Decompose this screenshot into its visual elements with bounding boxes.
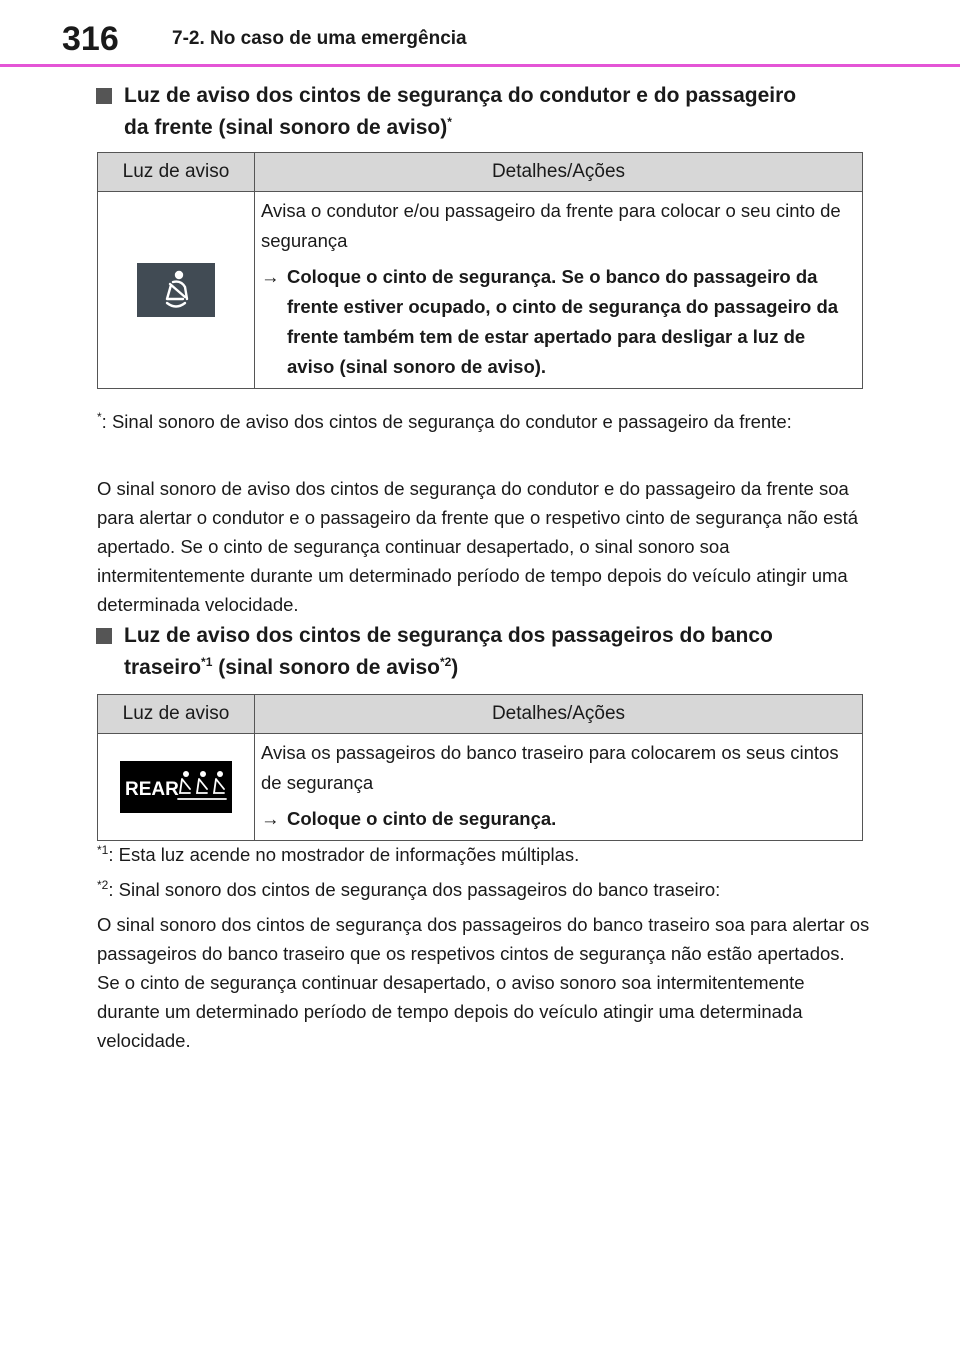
warning-light-cell [98,192,255,389]
column-header-warning-light: Luz de aviso [98,695,255,734]
page-header [0,0,960,66]
bullet-square-icon [96,88,112,104]
section-title-rear-seatbelt [96,620,876,684]
table-header-row [98,153,863,192]
table-row [98,734,863,841]
page-number: 316 [62,20,119,58]
bullet-square-icon [96,628,112,644]
paragraph-rear: O sinal sonoro dos cintos de segurança dos passageiros do banco traseiro soa para alertar os passageiros do banco traseiro que os respetivos cintos de segurança não estão apertados. Se o cinto de segurança continuar desapertado, o aviso sonoro soa intermitentemente durante um determinado período de tempo depois do veículo atingir uma determinada velocidade. [97,914,870,1051]
warning-description: Avisa o condutor e/ou passageiro da frente para colocar o seu cinto de segurança [261,200,841,251]
warning-description: Avisa os passageiros do banco traseiro para colocarem os seus cintos de segurança [261,742,839,793]
details-cell [255,192,863,389]
warning-light-cell [98,734,255,841]
svg-text:REAR: REAR [125,779,179,800]
section-title-front-seatbelt [96,80,876,144]
footnote-rear-2: $^{*2}$: Sinal sonoro dos cintos de segurança dos passageiros do banco traseiro: [97,877,721,900]
footnote-front: *: Sinal sonoro de aviso dos cintos de segurança do condutor e passageiro da frente: [97,409,792,432]
section-title-line2: da frente (sinal sonoro de aviso)* [124,115,452,139]
footnote-rear-1: $^{*1}$: Esta luz acende no mostrador de informações múltiplas. [97,842,580,865]
header-divider [0,64,960,67]
arrow-right-icon: → [261,808,280,829]
paragraph-front: O sinal sonoro de aviso dos cintos de segurança do condutor e do passageiro da frente soa para alertar o condutor e o passageiro da frente que o respetivo cinto de segurança não está apertado. Se o cinto de segurança continuar desapertado, o sinal sonoro soa intermitentemente durante um determinado período de tempo depois do veículo atingir uma determinada velocidade. [97,478,859,615]
table-header-row [98,695,863,734]
seatbelt-warning-icon [137,263,215,317]
column-header-warning-light: Luz de aviso [98,153,255,192]
action-text: Coloque o cinto de segurança. [287,808,557,829]
front-seatbelt-table [97,152,863,389]
section-title-line1: Luz de aviso dos cintos de segurança do condutor e do passageiro [124,84,797,107]
column-header-details: Detalhes/Ações [255,153,863,192]
arrow-right-icon: → [261,266,280,287]
column-header-details: Detalhes/Ações [255,695,863,734]
table-row [98,192,863,389]
action-instruction [261,262,856,382]
action-text: Coloque o cinto de segurança. Se o banco do passageiro da frente estiver ocupado, o cinto de segurança do passageiro da frente também tem de estar apertado para desligar a luz de aviso (sinal sonoro de aviso). [287,266,839,377]
action-instruction [261,804,856,834]
rear-seatbelt-table [97,694,863,841]
details-cell [255,734,863,841]
section-title-line1: Luz de aviso dos cintos de segurança dos passageiros do banco [124,624,773,647]
rear-seatbelt-warning-icon [120,761,232,813]
chapter-title: 7-2. No caso de uma emergência [172,28,467,49]
section-title-line2: traseiro$^{*1}$ (sinal sonoro de aviso$^{*2}$) [124,655,459,679]
